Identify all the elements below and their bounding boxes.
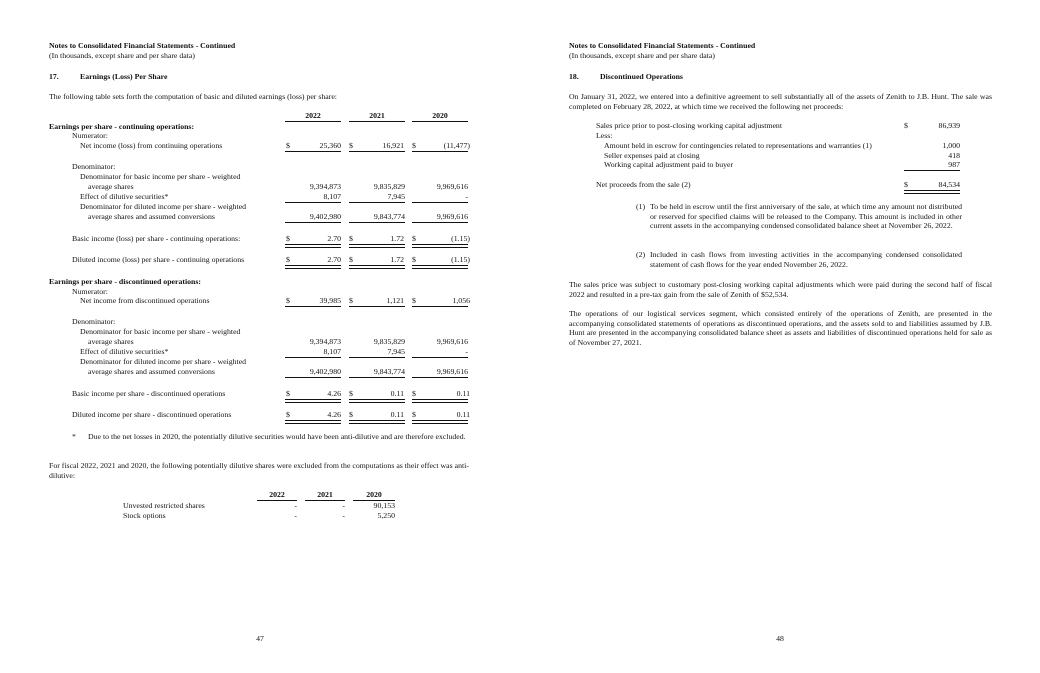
diluted-denom-label: Denominator for diluted income per share - weighted bbox=[80, 357, 247, 366]
section-number: 18. bbox=[569, 72, 579, 81]
footnote-mark: * bbox=[72, 432, 76, 441]
disc-diluted-eps-2022: 4.26 bbox=[327, 410, 341, 419]
dollar-sign: $ bbox=[412, 255, 416, 264]
diluted-eps-2020: (1.15) bbox=[451, 255, 470, 264]
double-rule bbox=[285, 399, 341, 403]
seller-expenses-value: 418 bbox=[948, 151, 960, 160]
double-rule bbox=[412, 399, 468, 403]
basic-shares-2021: 9,835,829 bbox=[373, 182, 405, 191]
antidilutive-intro: For fiscal 2022, 2021 and 2020, the following potentially dilutive shares were excluded from the computations as their effect was anti-dilutive: bbox=[49, 461, 469, 480]
diluted-eps-label: Diluted income (loss) per share - continuing operations bbox=[72, 255, 245, 264]
paragraph-operations: The operations of our logistical services segment, which consisted entirely of the operations of Zenith, are presented in the accompanying consolidated statements of operations as discontinued operations, and the assets sold to and liabilities assumed by J.B. Hunt are presented in the accompanying consolidated balance sheet as assets and liabilities of discontinued operations held for sale as of November 27, 2021. bbox=[569, 309, 992, 347]
seller-expenses-label: Seller expenses paid at closing bbox=[604, 151, 700, 160]
dilutive-2021: 7,945 bbox=[349, 192, 405, 203]
diluted-denom-label-cont: average shares and assumed conversions bbox=[88, 212, 215, 221]
anti-year-2022: 2022 bbox=[257, 490, 297, 501]
disc-basic-shares-2020: 9,969,616 bbox=[436, 337, 468, 346]
double-rule bbox=[285, 265, 341, 269]
disc-dilutive-2022: 8,107 bbox=[285, 347, 341, 358]
net-income-disc-2022: 39,985 bbox=[319, 296, 341, 305]
dollar-sign: $ bbox=[412, 141, 416, 150]
dollar-sign: $ bbox=[349, 255, 353, 264]
rule bbox=[349, 306, 405, 307]
anti-row-label: Unvested restricted shares bbox=[123, 501, 205, 510]
footnote-1-text: To be held in escrow until the first anniversary of the sale, at which time any amount not distributed or reserved for specified claims will be released to the Company. This amount is included in other current assets in the accompanying condensed consolidated balance sheet at November 26, 2022. bbox=[650, 202, 962, 231]
disc-basic-eps-2022: 4.26 bbox=[327, 389, 341, 398]
discontinued-heading: Earnings per share - discontinued operations: bbox=[49, 277, 201, 286]
anti-row-label: Stock options bbox=[123, 511, 166, 520]
continuing-heading: Earnings per share - continuing operations: bbox=[49, 122, 195, 131]
basic-denom-label: Denominator for basic income per share - weighted bbox=[80, 172, 241, 181]
rule bbox=[412, 151, 468, 152]
dollar-sign: $ bbox=[412, 410, 416, 419]
escrow-label: Amount held in escrow for contingencies related to representations and warranties (1) bbox=[604, 141, 872, 150]
year-header-2022: 2022 bbox=[285, 111, 341, 122]
paragraph-gain: The sales price was subject to customary post-closing working capital adjustments which were paid during the second half of fiscal 2022 and resulted in a pre-tax gain from the sale of Zenith of $52,534. bbox=[569, 280, 992, 299]
net-income-disc-label: Net income from discontinued operations bbox=[80, 296, 210, 305]
basic-shares-2020: 9,969,616 bbox=[436, 182, 468, 191]
dilutive-2022: 8,107 bbox=[285, 192, 341, 203]
disc-diluted-shares-2022: 9,402,980 bbox=[285, 367, 341, 378]
dollar-sign: $ bbox=[349, 234, 353, 243]
dollar-sign: $ bbox=[286, 234, 290, 243]
header-subtitle: (In thousands, except share and per share data) bbox=[49, 51, 195, 60]
sales-price-value: 86,939 bbox=[938, 121, 960, 130]
diluted-shares-2021: 9,843,774 bbox=[349, 212, 405, 223]
page-number: 47 bbox=[256, 634, 264, 643]
section-number: 17. bbox=[49, 72, 59, 81]
rule bbox=[412, 306, 468, 307]
anti-year-2021: 2021 bbox=[305, 490, 345, 501]
disc-basic-shares-2021: 9,835,829 bbox=[373, 337, 405, 346]
disc-basic-eps-label: Basic income per share - discontinued operations bbox=[72, 389, 226, 398]
working-capital-label: Working capital adjustment paid to buyer bbox=[604, 160, 734, 169]
dollar-sign: $ bbox=[286, 389, 290, 398]
basic-denom-label-cont: average shares bbox=[88, 182, 134, 191]
double-rule bbox=[349, 265, 405, 269]
rule bbox=[285, 151, 341, 152]
anti-row-value: - bbox=[342, 511, 345, 520]
numerator-label: Numerator: bbox=[72, 131, 108, 140]
dollar-sign: $ bbox=[349, 141, 353, 150]
net-proceeds-label: Net proceeds from the sale (2) bbox=[596, 180, 691, 189]
working-capital-value: 987 bbox=[948, 160, 960, 169]
footnote-text: Due to the net losses in 2020, the potentially dilutive securities would have been anti-dilutive and are therefore excluded. bbox=[88, 432, 466, 441]
header-title: Notes to Consolidated Financial Statements - Continued bbox=[49, 41, 236, 50]
double-rule bbox=[285, 244, 341, 248]
page-48 bbox=[520, 0, 1040, 673]
basic-eps-label: Basic income (loss) per share - continuing operations: bbox=[72, 234, 241, 243]
intro-text: The following table sets forth the computation of basic and diluted earnings (loss) per share: bbox=[49, 92, 337, 101]
dollar-sign: $ bbox=[349, 410, 353, 419]
escrow-value: 1,000 bbox=[942, 141, 960, 150]
header-title: Notes to Consolidated Financial Statements - Continued bbox=[569, 41, 756, 50]
basic-shares-2022: 9,394,873 bbox=[309, 182, 341, 191]
dollar-sign: $ bbox=[412, 296, 416, 305]
rule bbox=[904, 170, 960, 171]
paragraph-sale: On January 31, 2022, we entered into a definitive agreement to sell substantially all of the assets of Zenith to J.B. Hunt. The sale was completed on February 28, 2022, at which time we received the following net proceeds: bbox=[569, 92, 992, 111]
double-rule bbox=[349, 244, 405, 248]
dollar-sign: $ bbox=[412, 234, 416, 243]
diluted-denom-label-cont: average shares and assumed conversions bbox=[88, 367, 215, 376]
dollar-sign: $ bbox=[904, 180, 908, 189]
less-label: Less: bbox=[596, 131, 613, 140]
disc-dilutive-2020: - bbox=[412, 347, 468, 358]
diluted-shares-2020: 9,969,616 bbox=[412, 212, 468, 223]
page-number: 48 bbox=[776, 634, 784, 643]
double-rule bbox=[349, 399, 405, 403]
disc-basic-eps-2021: 0.11 bbox=[390, 389, 404, 398]
rule bbox=[285, 306, 341, 307]
dollar-sign: $ bbox=[286, 410, 290, 419]
disc-diluted-shares-2021: 9,843,774 bbox=[349, 367, 405, 378]
disc-basic-shares-2022: 9,394,873 bbox=[309, 337, 341, 346]
diluted-shares-2022: 9,402,980 bbox=[285, 212, 341, 223]
double-rule bbox=[412, 244, 468, 248]
disc-diluted-eps-2020: 0.11 bbox=[456, 410, 470, 419]
anti-row-value: 90,153 bbox=[373, 501, 395, 510]
diluted-eps-2021: 1.72 bbox=[390, 255, 404, 264]
double-rule bbox=[904, 190, 960, 194]
dollar-sign: $ bbox=[286, 141, 290, 150]
dollar-sign: $ bbox=[349, 389, 353, 398]
dollar-sign: $ bbox=[286, 296, 290, 305]
basic-denom-label-cont: average shares bbox=[88, 337, 134, 346]
dollar-sign: $ bbox=[412, 389, 416, 398]
anti-row-value: - bbox=[294, 511, 297, 520]
rule bbox=[349, 151, 405, 152]
year-header-2020: 2020 bbox=[412, 111, 468, 122]
double-rule bbox=[349, 420, 405, 424]
double-rule bbox=[285, 420, 341, 424]
dollar-sign: $ bbox=[904, 121, 908, 130]
anti-row-value: - bbox=[342, 501, 345, 510]
net-income-2020: (11,477) bbox=[443, 141, 470, 150]
section-title: Earnings (Loss) Per Share bbox=[80, 72, 168, 81]
dilutive-2020: - bbox=[412, 192, 468, 203]
numerator-label: Numerator: bbox=[72, 287, 108, 296]
net-income-label: Net income (loss) from continuing operations bbox=[80, 141, 223, 150]
double-rule bbox=[412, 265, 468, 269]
disc-diluted-eps-label: Diluted income per share - discontinued operations bbox=[72, 410, 232, 419]
net-proceeds-value: 84,534 bbox=[938, 180, 960, 189]
dilutive-label: Effect of dilutive securities* bbox=[80, 192, 169, 201]
section-title: Discontinued Operations bbox=[600, 72, 683, 81]
disc-basic-eps-2020: 0.11 bbox=[456, 389, 470, 398]
basic-eps-2021: 1.72 bbox=[390, 234, 404, 243]
basic-denom-label: Denominator for basic income per share - weighted bbox=[80, 327, 241, 336]
net-income-disc-2021: 1,121 bbox=[386, 296, 404, 305]
header-subtitle: (In thousands, except share and per share data) bbox=[569, 51, 715, 60]
dilutive-label: Effect of dilutive securities* bbox=[80, 347, 169, 356]
disc-dilutive-2021: 7,945 bbox=[349, 347, 405, 358]
dollar-sign: $ bbox=[286, 255, 290, 264]
anti-row-value: 5,250 bbox=[377, 511, 395, 520]
disc-diluted-shares-2020: 9,969,616 bbox=[412, 367, 468, 378]
anti-year-2020: 2020 bbox=[353, 490, 395, 501]
diluted-denom-label: Denominator for diluted income per share - weighted bbox=[80, 202, 247, 211]
net-income-2022: 25,360 bbox=[319, 141, 341, 150]
sales-price-label: Sales price prior to post-closing working capital adjustment bbox=[596, 121, 783, 130]
basic-eps-2022: 2.70 bbox=[327, 234, 341, 243]
year-header-2021: 2021 bbox=[349, 111, 405, 122]
footnote-2-text: Included in cash flows from investing activities in the accompanying condensed consolidated statement of cash flows for the year ended November 26, 2022. bbox=[650, 250, 962, 269]
anti-row-value: - bbox=[294, 501, 297, 510]
footnote-1-mark: (1) bbox=[636, 202, 646, 211]
denominator-label: Denominator: bbox=[72, 317, 116, 326]
basic-eps-2020: (1.15) bbox=[451, 234, 470, 243]
disc-diluted-eps-2021: 0.11 bbox=[390, 410, 404, 419]
double-rule bbox=[412, 420, 468, 424]
diluted-eps-2022: 2.70 bbox=[327, 255, 341, 264]
net-income-disc-2020: 1,056 bbox=[452, 296, 470, 305]
denominator-label: Denominator: bbox=[72, 162, 116, 171]
dollar-sign: $ bbox=[349, 296, 353, 305]
net-income-2021: 16,921 bbox=[382, 141, 404, 150]
footnote-2-mark: (2) bbox=[636, 250, 646, 259]
